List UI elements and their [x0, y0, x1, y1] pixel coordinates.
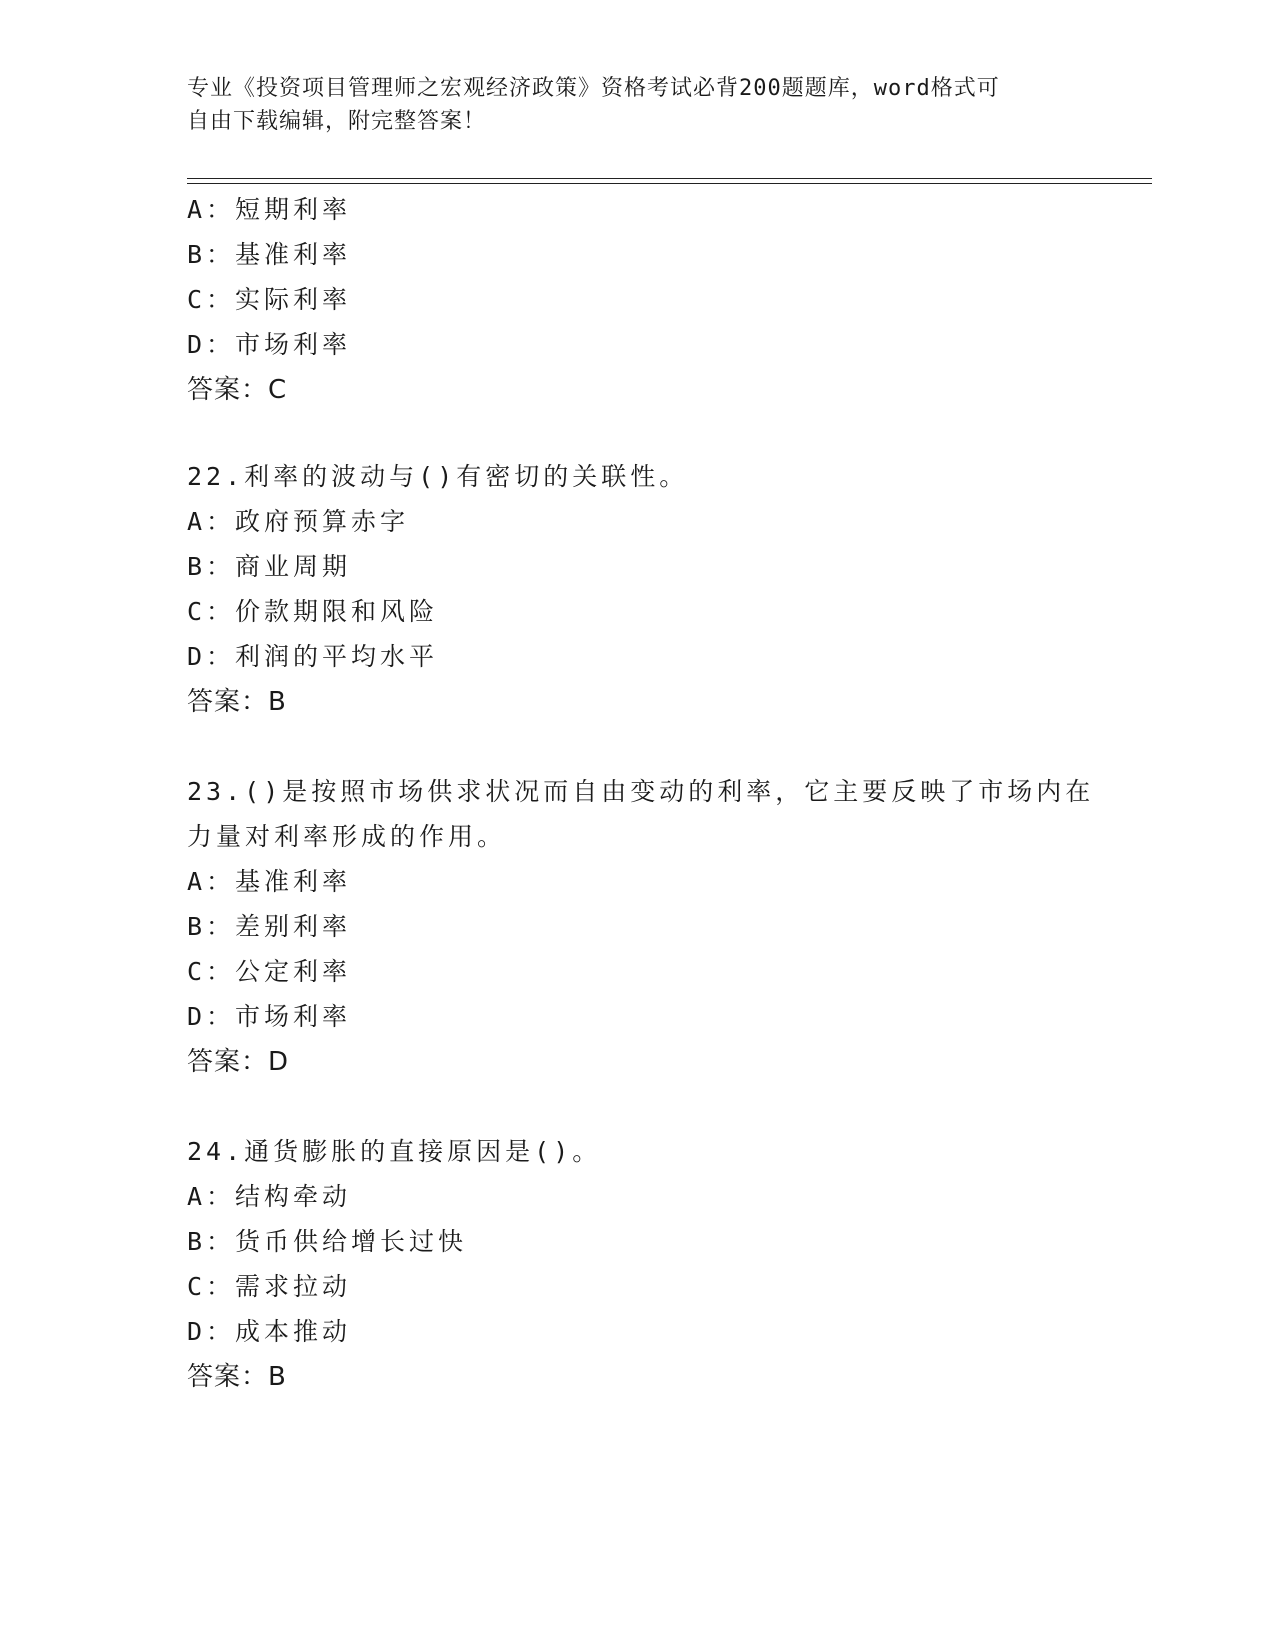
- document-header: [187, 72, 1067, 138]
- header-divider-top: [187, 178, 1152, 179]
- option-c: C：需求拉动: [187, 1272, 352, 1301]
- option-c: C：实际利率: [187, 285, 352, 314]
- option-d: D：市场利率: [187, 1002, 352, 1031]
- option-a: A：政府预算赤字: [187, 507, 410, 536]
- option-b: B：商业周期: [187, 552, 352, 581]
- question-24: 24.通货膨胀的直接原因是()。: [187, 1137, 602, 1166]
- option-d: D：利润的平均水平: [187, 642, 439, 671]
- question-23-line-1: 23.()是按照市场供求状况而自由变动的利率，它主要反映了市场内在: [187, 777, 1095, 806]
- option-d: D：市场利率: [187, 330, 352, 359]
- option-b: B：货币供给增长过快: [187, 1227, 468, 1256]
- option-b: B：基准利率: [187, 240, 352, 269]
- answer: 答案：B: [187, 687, 287, 717]
- answer: 答案：D: [187, 1047, 290, 1077]
- option-b: B：差别利率: [187, 912, 352, 941]
- option-c: C：公定利率: [187, 957, 352, 986]
- question-22: 22.利率的波动与()有密切的关联性。: [187, 462, 689, 491]
- answer: 答案：B: [187, 1362, 287, 1392]
- option-d: D：成本推动: [187, 1317, 352, 1346]
- header-line-2: 自由下载编辑，附完整答案！: [187, 109, 487, 134]
- answer: 答案：C: [187, 375, 288, 405]
- option-a: A：基准利率: [187, 867, 352, 896]
- option-a: A：结构牵动: [187, 1182, 352, 1211]
- header-line-1: 专业《投资项目管理师之宏观经济政策》资格考试必背200题题库，word格式可: [187, 76, 1000, 101]
- option-a: A：短期利率: [187, 195, 352, 224]
- header-divider-bottom: [187, 183, 1152, 184]
- question-23-line-2: 力量对利率形成的作用。: [187, 822, 507, 851]
- option-c: C：价款期限和风险: [187, 597, 439, 626]
